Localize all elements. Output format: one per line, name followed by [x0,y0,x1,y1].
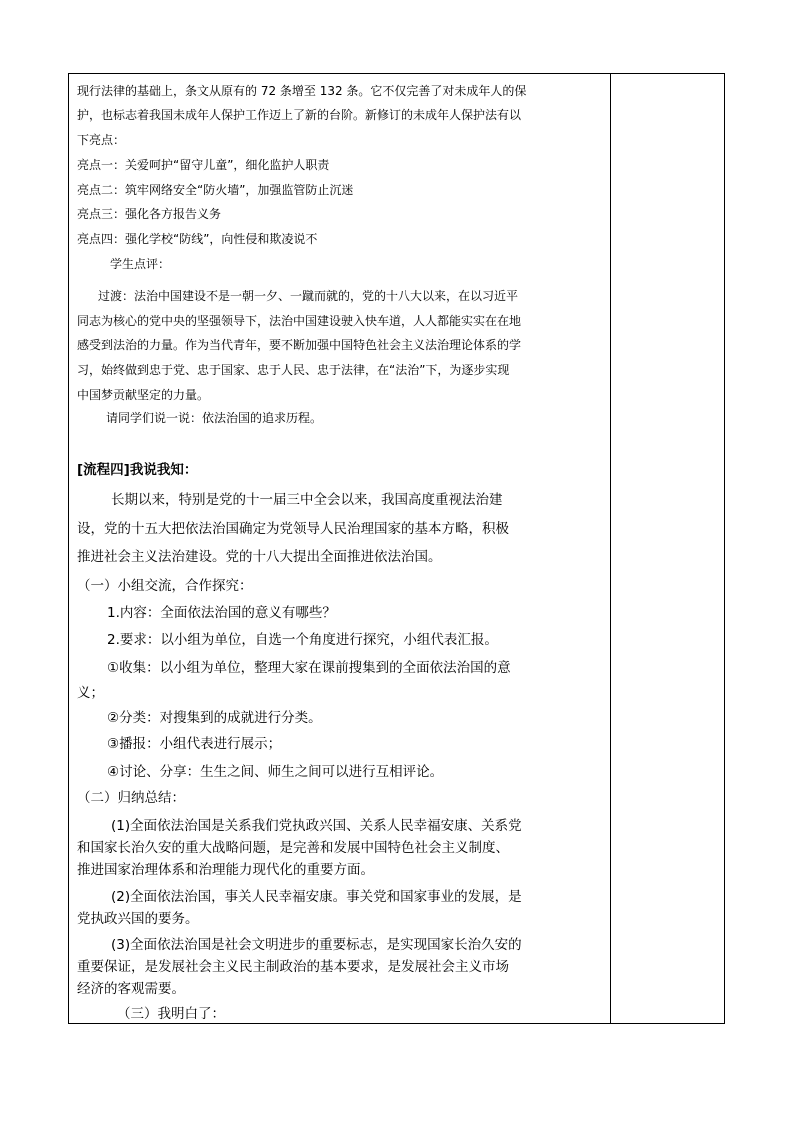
highlight-item: 亮点三：强化各方报告义务 [77,207,222,221]
summary-line: (1)全面依法治国是关系我们党执政兴国、关系人民幸福安康、关系党 [111,818,522,834]
notes-cell [611,74,724,1023]
lesson-content-cell [69,74,610,1023]
highlight-item: 亮点一：关爱呵护“留守儿童”，细化监护人职责 [77,158,330,172]
ask-prompt: 请同学们说一说：依法治国的追求历程。 [106,411,323,425]
transition-line: 过渡：法治中国建设不是一朝一夕、一蹴而就的，党的十八大以来，在以习近平 [98,289,519,303]
transition-line: 同志为核心的党中央的坚强领导下，法治中国建设驶入快车道，人人都能实实在在地 [77,314,522,328]
understood-title: （三）我明白了： [117,1006,225,1022]
summary-line: (2)全面依法治国，事关人民幸福安康。事关党和国家事业的发展，是 [111,889,522,905]
summary-line: 党执政兴国的要务。 [77,911,199,927]
collect-line: 义； [77,685,104,701]
text-line: 护，也标志着我国未成年人保护工作迈上了新的台阶。新修订的未成年人保护法有以 [77,108,522,122]
summary-line: (3)全面依法治国是社会文明进步的重要标志，是实现国家长治久安的 [111,937,522,953]
summary-line: 和国家长治久安的重大战略问题，是完善和发展中国特色社会主义制度、 [77,840,509,856]
summary-line: 推进国家治理体系和治理能力现代化的重要方面。 [77,862,374,878]
text-line: 现行法律的基础上，条文从原有的 72 条增至 132 条。它不仅完善了对未成年人的保 [77,84,527,98]
intro-line: 设，党的十五大把依法治国确定为党领导人民治理国家的基本方略，积极 [77,521,509,537]
summary-line: 经济的客观需要。 [77,981,185,997]
highlight-item: 亮点二：筑牢网络安全“防火墙”，加强监管防止沉迷 [77,183,354,197]
summary-line: 重要保证，是发展社会主义民主制政治的基本要求，是发展社会主义市场 [77,959,509,975]
collect-line: ①收集：以小组为单位，整理大家在课前搜集到的全面依法治国的意 [107,660,511,676]
transition-line: 中国梦贡献坚定的力量。 [77,388,210,402]
text-line: 下亮点： [77,133,126,147]
report-item: ③播报：小组代表进行展示； [107,736,282,752]
discuss-item: ④讨论、分享：生生之间、师生之间可以进行互相评论。 [107,764,444,780]
transition-line: 感受到法治的力量。作为当代青年，要不断加强中国特色社会主义法治理论体系的学 [77,338,522,352]
student-comment-label: 学生点评： [110,257,171,271]
classify-item: ②分类：对搜集到的成就进行分类。 [107,710,322,726]
intro-line: 长期以来，特别是党的十一届三中全会以来，我国高度重视法治建 [111,492,503,508]
content-item: 1.内容：全面依法治国的意义有哪些？ [107,605,336,621]
intro-line: 推进社会主义法治建设。党的十八大提出全面推进依法治国。 [77,549,442,565]
transition-line: 习，始终做到忠于党、忠于国家、忠于人民、忠于法律，在“法治”下，为逐步实现 [77,363,510,377]
requirement-item: 2.要求：以小组为单位，自选一个角度进行探究，小组代表汇报。 [107,632,498,648]
group-title: （一）小组交流，合作探究： [77,578,253,594]
summary-title: （二）归纳总结： [77,790,185,806]
section-title: [流程四]我说我知： [77,462,198,478]
highlight-item: 亮点四：强化学校“防线”，向性侵和欺凌说不 [77,232,318,246]
lesson-table [68,73,725,1024]
